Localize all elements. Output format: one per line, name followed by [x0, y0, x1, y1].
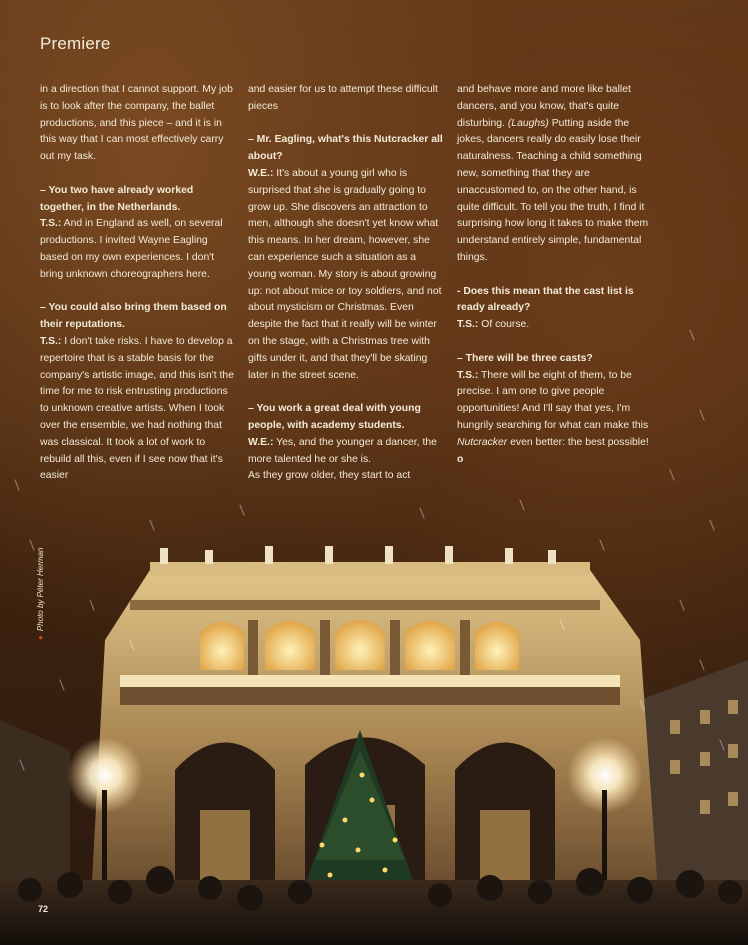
interview-answer [457, 368, 657, 469]
answer-text: even better: the best possible! [507, 436, 649, 448]
paragraph-text: and behave more and more like ballet dancers, and you know, that's quite disturbing. [457, 84, 631, 129]
interview-answer [248, 166, 444, 384]
speaker-label: T.S.: [40, 335, 62, 347]
paragraph: As they grow older, they start to act [248, 470, 411, 482]
text-column-2 [248, 82, 444, 485]
answer-text: It's about a young girl who is surprised that she is gradually going to grow up. She discovers an attraction to men, although she doesn't yet know what this means. In her dream, however, she can experience such a situation as a young woman. My story is about growing up: not about mice or toy soldiers, and not about mysticism or Christmas. Even despite the fact that it really will be winter on the stage, with a Christmas tree with gifts under it, and that they'll be skating later in the street scene. [248, 167, 442, 381]
speaker-label: T.S.: [40, 218, 62, 230]
answer-text: I don't take risks. I have to develop a repertoire that is a stable basis for the company's artistic image, and this isn't the time for me to risk entrusting productions to unknown creative artists. When I took over the ensemble, we had nothing that was classical. It took a lot of work to rebuild all this, even if I see now that it's easier [40, 335, 234, 482]
paragraph: and easier for us to attempt these difficult pieces [248, 84, 438, 112]
photo-credit-text: Photo by Péter Herman [36, 547, 45, 632]
interview-question: – You work a great deal with young people, with academy students. [248, 403, 421, 431]
text-column-1 [40, 82, 236, 485]
interview-answer [40, 334, 236, 485]
interview-question: – You two have already worked together, in the Netherlands. [40, 184, 194, 213]
speaker-label: T.S.: [457, 369, 479, 381]
interview-question: – Mr. Eagling, what's this Nutcracker all about? [248, 134, 443, 163]
speaker-label: W.E.: [248, 436, 274, 448]
answer-text: There will be eight of them, to be precise. I am one to give people opportunities! And I'll say that yes, I'm hungrily searching for what can make this [457, 369, 649, 431]
interview-question: – There will be three casts? [457, 352, 593, 364]
interview-question: – You could also bring them based on their reputations. [40, 302, 227, 331]
interview-answer [248, 435, 444, 469]
end-mark: o [457, 453, 464, 465]
text-column-3 [457, 82, 657, 468]
page-number: 72 [38, 904, 49, 914]
opera-house-photo [0, 520, 748, 945]
speaker-label: W.E.: [248, 167, 274, 179]
paragraph: in a direction that I cannot support. My job is to look after the company, the ballet productions, and this piece – and it is in this way that I can most effectively carry out my task. [40, 84, 233, 163]
title-italic: Nutcracker [457, 436, 508, 448]
section-title: Premiere [40, 34, 111, 53]
paragraph [457, 82, 657, 267]
photo-credit [36, 548, 45, 640]
interview-question: - Does this mean that the cast list is ready already? [457, 285, 634, 314]
laughs-note: (Laughs) [507, 117, 549, 129]
credit-dot-icon: ● [36, 635, 45, 640]
paragraph-text: Putting aside the jokes, dancers really do easily lose their naturalness. Teaching a child something new, something that they are unaccustomed to, on the other hand, is quite difficult. To tell you the truth, I find it surprising how long it takes to make them understand entirely simple, fundamental things. [457, 117, 649, 263]
answer-text: Of course. [478, 319, 530, 331]
interview-answer [40, 216, 236, 283]
interview-answer [457, 317, 657, 334]
answer-text: Yes, and the younger a dancer, the more talented he or she is. [248, 436, 437, 465]
speaker-label: T.S.: [457, 319, 479, 331]
answer-text: And in England as well, on several productions. I invited Wayne Eagling based on my own experiences. I don't bring unknown choreographers here. [40, 218, 223, 280]
